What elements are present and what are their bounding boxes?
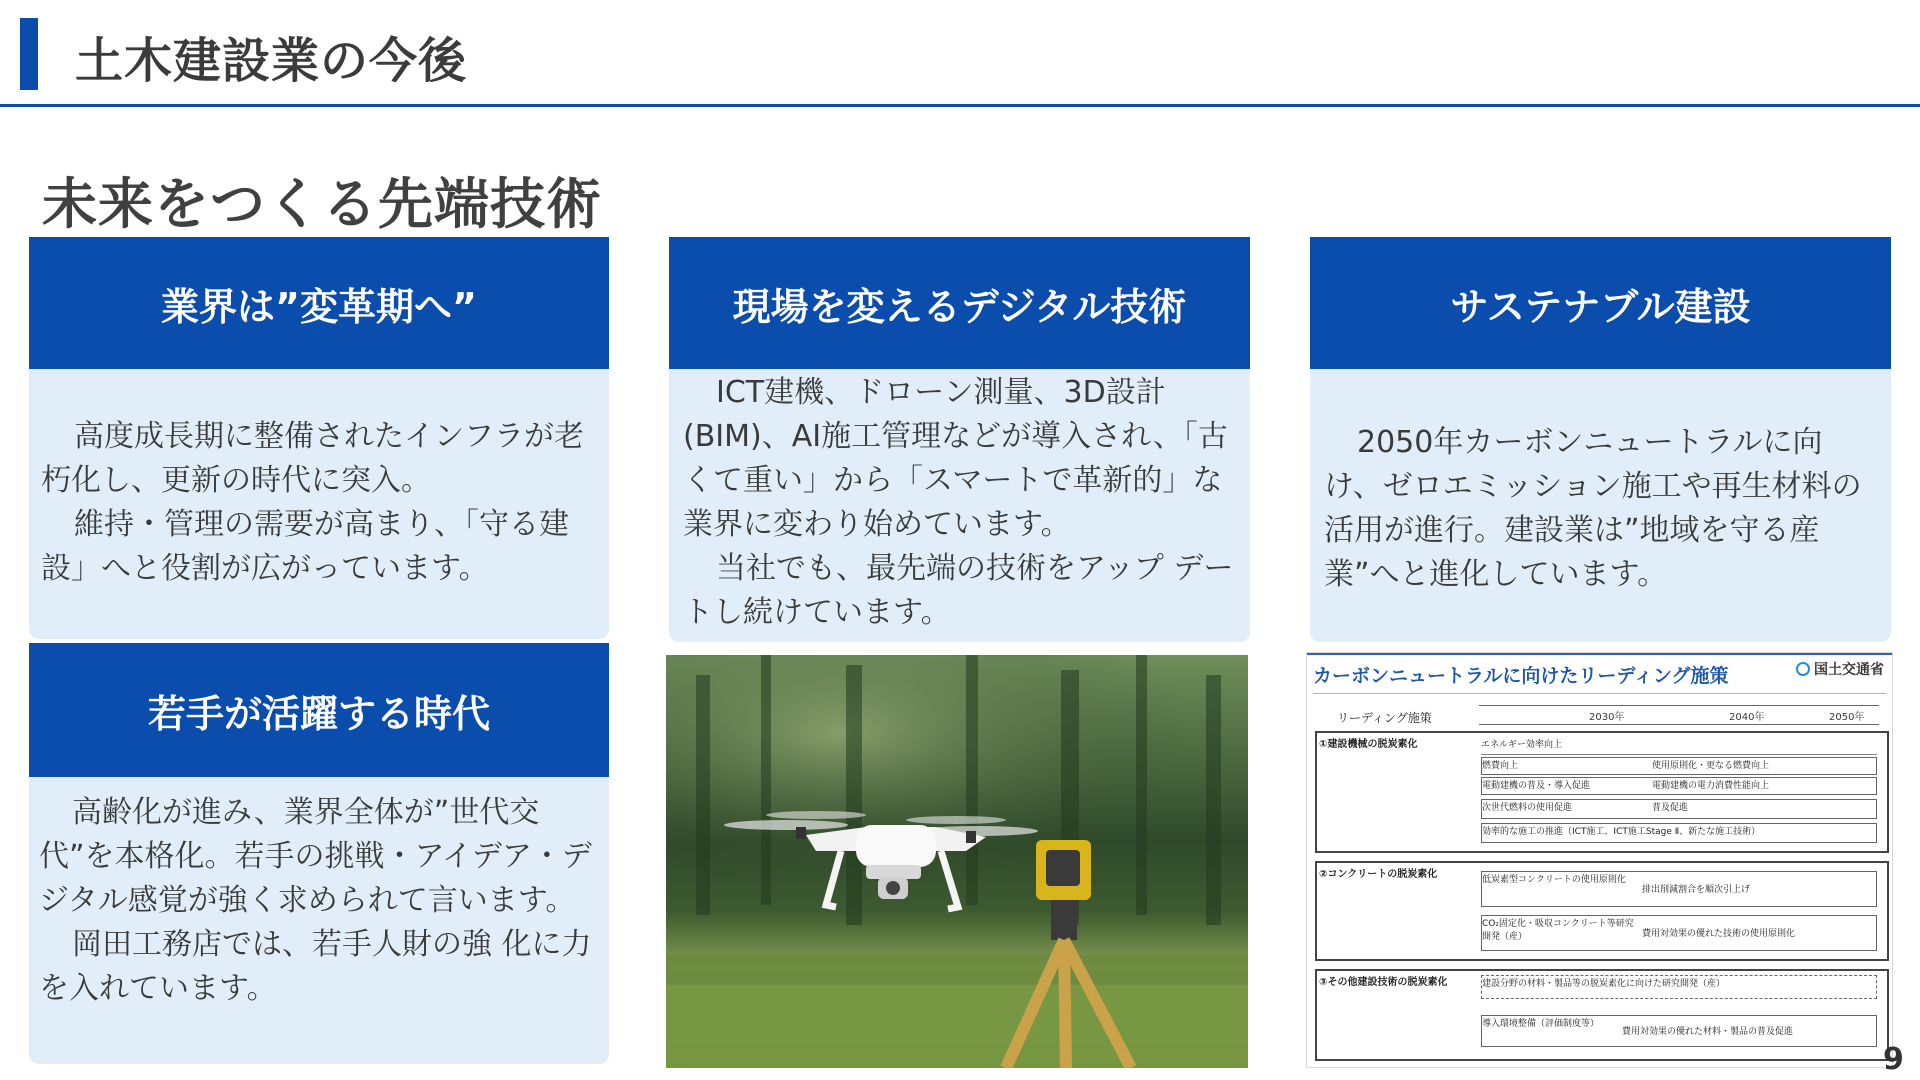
page-number: 9 [1883,1042,1904,1077]
roadmap-row-text: 費用対効果の優れた技術の使用原則化 [1642,929,1796,939]
card-paragraph: 高齢化が進み、業界全体が”世代交代”を本格化。若手の挑戦・アイデア・デジタル感覚が強く求められて言います。 [39,795,592,918]
card-paragraph: 高度成長期に整備されたインフラが老朽化し、更新の時代に突入。 [41,419,584,498]
drone-photo-illustration [666,655,1248,1068]
diagram-title-rule [1313,693,1886,694]
roadmap-section-label: ②コンクリートの脱炭素化 [1319,869,1438,880]
roadmap-row-text: 燃費向上 [1482,761,1519,771]
card-paragraph: 当社でも、最先端の技術をアップ デートし続けています。 [683,551,1234,630]
card-sustainable-heading [1310,237,1891,369]
roadmap-row-text: 使用原則化・更なる燃費向上 [1652,761,1770,771]
section-subtitle: 未来をつくる先端技術 [42,172,603,236]
roadmap-row-text: 効率的な施工の推進（ICT施工、ICT施工Stage Ⅱ、新たな施工技術） [1482,827,1761,837]
roadmap-row [1481,975,1877,1047]
timeline-year: 2040年 [1729,712,1765,723]
diagram-column-label: リーディング施策 [1337,711,1432,725]
ministry-mark-icon [1796,662,1810,676]
roadmap-section-label: ③その他建設技術の脱炭素化 [1319,977,1448,988]
roadmap-row-text: 導入環境整備（評価制度等） [1482,1019,1600,1029]
diagram-top-rule [1307,653,1892,655]
carbon-neutral-roadmap-diagram [1306,652,1893,1068]
roadmap-row-text: 電動建機の電力消費性能向上 [1652,781,1770,791]
roadmap-row-text: 電動建機の普及・導入促進 [1482,781,1591,791]
roadmap-row [1481,871,1877,951]
ministry-name: 国土交通省 [1814,662,1884,678]
card-sustainable-body [1310,369,1891,642]
roadmap-row-text: 排出削減割合を順次引上げ [1642,885,1751,895]
title-accent-bar [20,18,38,90]
card-paragraph: 維持・管理の需要が高まり、「守る建設」へと役割が広がっています。 [41,507,569,586]
card-heading-text: 現場を変えるデジタル技術 [732,284,1187,329]
card-young-body [29,777,609,1064]
timeline-year: 2030年 [1589,712,1625,723]
roadmap-row-text: 低炭素型コンクリートの使用原則化 [1482,875,1626,885]
roadmap-section [1315,969,1889,1061]
roadmap-section-label: ①建設機械の脱炭素化 [1319,739,1418,750]
roadmap-row-text: エネルギー効率向上 [1481,740,1563,750]
card-paragraph: 2050年カーボンニュートラルに向け、ゼロエミッション施工や再生材料の活用が進行。建設業は”地域を守る産業”へと進化しています。 [1324,425,1862,592]
card-digital-heading [669,237,1250,369]
roadmap-section [1315,861,1889,961]
card-digital-body [669,369,1250,642]
roadmap-row-text: 普及促進 [1652,803,1689,813]
card-heading-text: サステナブル建設 [1450,284,1751,329]
page-title: 土木建設業の今後 [75,33,468,89]
title-divider [0,104,1920,107]
diagram-title: カーボンニュートラルに向けたリーディング施策 [1313,665,1729,687]
drone-survey-photo [666,655,1248,1068]
card-paragraph: ICT建機、ドローン測量、3D設計(BIM)、AI施工管理などが導入され、「古くて重い」から「スマートで革新的」な業界に変わり始めています。 [683,375,1228,542]
roadmap-section [1315,731,1889,853]
ministry-logo [1796,659,1884,679]
card-heading-text: 若手が活躍する時代 [147,691,490,736]
card-heading-text: 業界は”変革期へ” [161,284,477,329]
card-young-heading [29,643,609,777]
card-industry-heading [29,237,609,369]
timeline-header [1479,705,1879,725]
timeline-year: 2050年 [1829,712,1865,723]
card-paragraph: 岡田工務店では、若手人財の強 化に力を入れています。 [39,927,592,1006]
roadmap-row-text: 費用対効果の優れた材料・製品の普及促進 [1622,1027,1794,1037]
roadmap-row [1481,737,1877,843]
roadmap-row-text: CO₂固定化・吸収コンクリート等研究開発（産） [1482,919,1634,942]
roadmap-row-text: 次世代燃料の使用促進 [1482,803,1573,813]
roadmap-row-text: 建設分野の材料・製品等の脱炭素化に向けた研究開発（産） [1482,979,1726,989]
card-industry-body [29,369,609,639]
